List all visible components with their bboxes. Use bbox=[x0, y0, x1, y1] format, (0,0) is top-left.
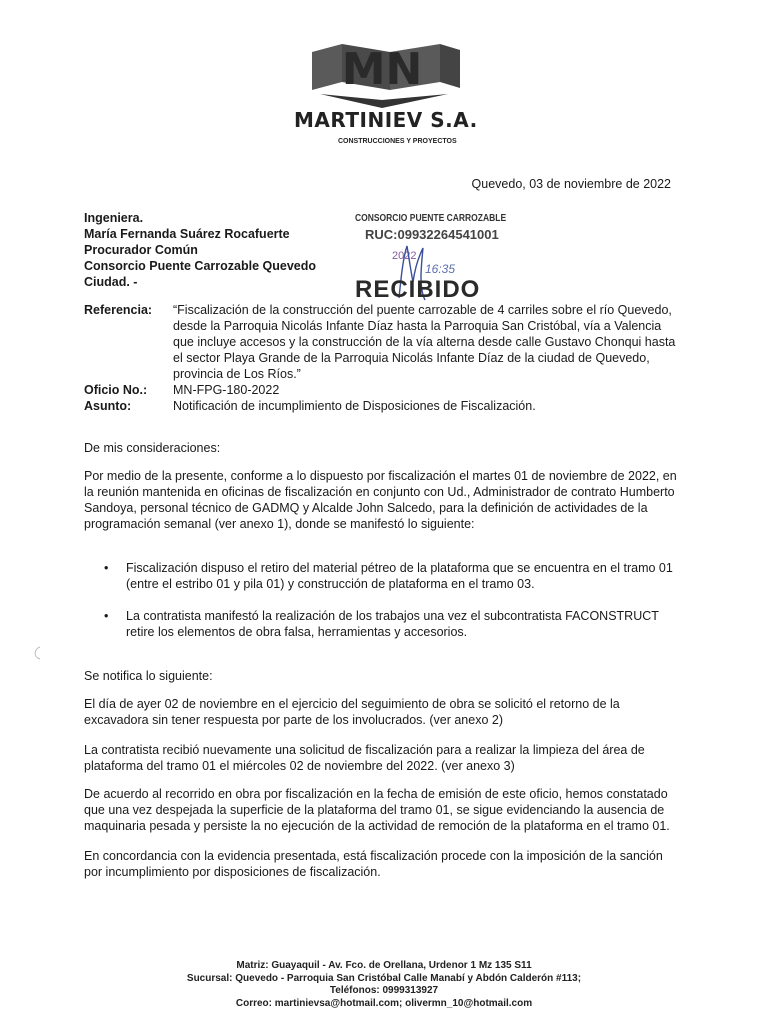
recipient-title: Ingeniera. bbox=[84, 211, 144, 225]
recipient-role: Procurador Común bbox=[84, 243, 198, 257]
company-name: MARTINIEV S.A. bbox=[294, 108, 478, 132]
margin-mark-icon bbox=[30, 645, 44, 661]
footer-phone: Teléfonos: 0999313927 bbox=[329, 985, 439, 996]
greeting: De mis consideraciones: bbox=[84, 441, 221, 455]
stamp-received-word: RECIBIDO bbox=[355, 276, 481, 303]
stamp-organization: CONSORCIO PUENTE CARROZABLE bbox=[355, 213, 507, 224]
reference-value: “Fiscalización de la construcción del puente carrozable de 4 carriles sobre el río Quevedo, desde la Parroquia Nicolás Infante Díaz hasta la Parroquia San Cristóbal, vía a Valencia que incluye accesos y la construcción de la vía alterna desde calle Gustavo Chonqui hasta el sector Playa Grande de la Parroquia Nicolás Infante Díaz de la ciudad de Quevedo, provincia de Los Ríos.” bbox=[173, 303, 676, 381]
received-stamp bbox=[350, 210, 520, 310]
asunto-label: Asunto: bbox=[84, 399, 132, 413]
paragraph-3: La contratista recibió nuevamente una solicitud de fiscalización para a realizar la limpieza del área de plataforma del tramo 01 el miércoles 02 de noviembre del 2022. (ver anexo 3) bbox=[84, 743, 645, 773]
recipient-name: María Fernanda Suárez Rocafuerte bbox=[84, 227, 290, 241]
paragraph-5: En concordancia con la evidencia presentada, está fiscalización procede con la imposición de la sanción por incumplimiento por disposiciones de fiscalización. bbox=[84, 849, 663, 879]
footer-branch: Sucursal: Quevedo - Parroquia San Cristóbal Calle Manabí y Abdón Calderón #113; bbox=[186, 972, 582, 984]
notice-heading: Se notifica lo siguiente: bbox=[84, 669, 213, 683]
company-tagline: CONSTRUCCIONES Y PROYECTOS bbox=[338, 138, 457, 145]
paragraph-1: Por medio de la presente, conforme a lo dispuesto por fiscalización el martes 01 de noviembre de 2022, en la reunión mantenida en oficinas de fiscalización en conjunto con Ud., Administrador de contrato Humberto Sandoya, personal técnico de GADMQ y Alcalde John Salcedo, para la definición de actividades de la programación semanal (ver anexo 1), donde se manifestó lo siguiente: bbox=[84, 469, 677, 531]
list-item bbox=[104, 608, 684, 640]
mn-logo-mark bbox=[290, 42, 475, 112]
logo-monogram: MN bbox=[341, 44, 423, 95]
bullet-text: La contratista manifestó la realización de los trabajos una vez el subcontratista FACONSTRUCT retire los elementos de obra falsa, herramientas y accesorios. bbox=[126, 609, 659, 639]
recipient-block bbox=[84, 210, 316, 290]
bullet-icon: • bbox=[104, 561, 109, 575]
stamp-time: 16:35 bbox=[425, 262, 456, 276]
page-footer bbox=[0, 960, 768, 1010]
paragraph-4: De acuerdo al recorrido en obra por fiscalización en la fecha de emisión de este oficio, hemos constatado que una vez despejada la superficie de la plataforma del tramo 01, se sigue evidenciando la ausencia de maquinaria pesada y persiste la no ejecución de la actividad de remoción de la plataforma en el tramo 01. bbox=[84, 787, 670, 833]
reference-label: Referencia: bbox=[84, 303, 153, 317]
reference-block bbox=[84, 302, 684, 414]
bullet-icon: • bbox=[104, 609, 109, 623]
paragraph-2: El día de ayer 02 de noviembre en el ejercicio del seguimiento de obra se solicitó el retorno de la excavadora sin tener respuesta por parte de los involucrados. (ver anexo 2) bbox=[84, 697, 620, 727]
bullet-text: Fiscalización dispuso el retiro del material pétreo de la plataforma que se encuentra en el tramo 01 (entre el estribo 01 y pila 01) y construcción de plataforma en el tramo 03. bbox=[126, 561, 673, 591]
footer-headquarters: Matriz: Guayaquil - Av. Fco. de Orellana, Urdenor 1 Mz 135 S11 bbox=[236, 960, 532, 971]
reference-row bbox=[84, 302, 684, 382]
bullet-list bbox=[104, 560, 684, 656]
stamp-date: 2022 bbox=[392, 250, 417, 262]
company-logo bbox=[290, 42, 478, 154]
asunto-row bbox=[84, 398, 684, 414]
recipient-organization: Consorcio Puente Carrozable Quevedo bbox=[84, 259, 316, 273]
document-date: Quevedo, 03 de noviembre de 2022 bbox=[471, 177, 671, 191]
list-item bbox=[104, 560, 684, 592]
oficio-value: MN-FPG-180-2022 bbox=[173, 383, 280, 397]
asunto-value: Notificación de incumplimiento de Disposiciones de Fiscalización. bbox=[173, 399, 536, 413]
recipient-city: Ciudad. - bbox=[84, 275, 138, 289]
stamp-ruc: RUC:09932264541001 bbox=[365, 227, 499, 242]
oficio-label: Oficio No.: bbox=[84, 383, 148, 397]
footer-email: Correo: martinievsa@hotmail.com; olivermn_10@hotmail.com bbox=[235, 997, 533, 1009]
oficio-row bbox=[84, 382, 684, 398]
